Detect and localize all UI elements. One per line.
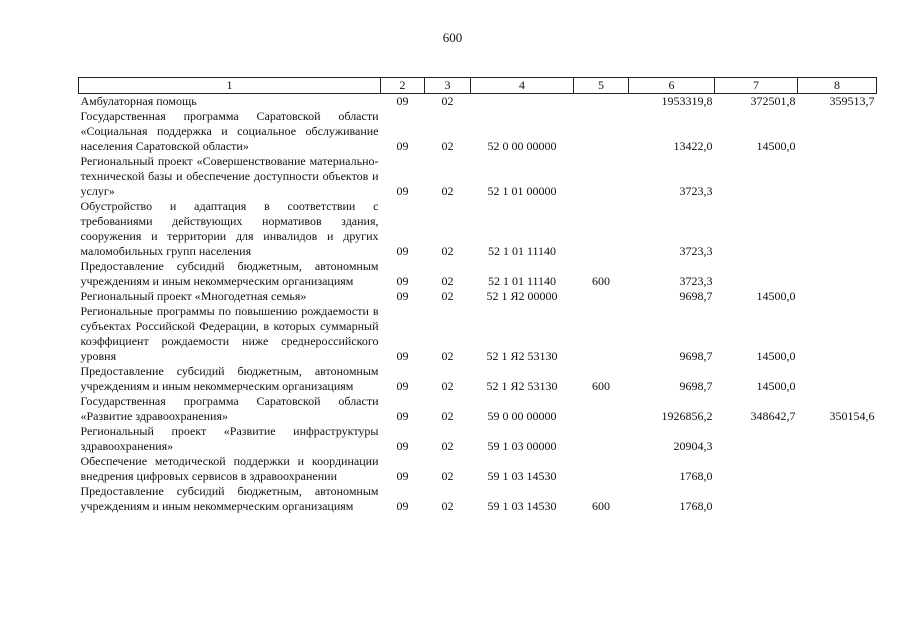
table-row (79, 289, 877, 304)
row-amount-1: 20904,3 (673, 439, 713, 453)
row-subsection: 02 (441, 349, 454, 363)
row-section: 09 (396, 139, 409, 153)
row-amount-1: 1768,0 (679, 469, 713, 483)
row-target-article: 59 1 03 14530 (487, 499, 557, 513)
row-name: Обустройство и адаптация в соответствии с требованиями действующих нормативов здания, сооружения и территории для инвалидов и других маломобильных групп населения (80, 199, 379, 258)
row-amount-3 (798, 259, 877, 289)
header-col-4: 4 (471, 78, 574, 94)
row-amount-3 (798, 304, 877, 364)
row-section: 09 (396, 94, 409, 108)
row-expense-type (574, 109, 629, 154)
table-row (79, 484, 877, 514)
row-section: 09 (396, 289, 409, 303)
row-amount-2: 372501,8 (750, 94, 796, 108)
row-subsection: 02 (441, 439, 454, 453)
row-expense-type: 600 (592, 499, 610, 513)
row-amount-1: 3723,3 (679, 244, 713, 258)
table-row (79, 154, 877, 199)
row-expense-type (574, 424, 629, 454)
row-amount-3 (798, 454, 877, 484)
header-col-6: 6 (629, 78, 715, 94)
row-section: 09 (396, 439, 409, 453)
row-expense-type (574, 289, 629, 304)
row-amount-1: 9698,7 (679, 349, 713, 363)
row-expense-type (574, 304, 629, 364)
table-row (79, 94, 877, 110)
row-amount-1: 3723,3 (679, 184, 713, 198)
budget-table (78, 77, 877, 514)
row-name: Обеспечение методической поддержки и координации внедрения цифровых сервисов в здравоохранении (80, 454, 379, 483)
row-subsection: 02 (441, 289, 454, 303)
row-amount-2 (715, 454, 798, 484)
row-target-article: 52 1 Я2 53130 (486, 349, 558, 363)
row-section: 09 (396, 499, 409, 513)
row-amount-2 (715, 259, 798, 289)
row-target-article: 59 1 03 00000 (487, 439, 557, 453)
row-expense-type (574, 94, 629, 110)
row-name: Амбулаторная помощь (80, 94, 197, 108)
row-name: Государственная программа Саратовской области «Развитие здравоохранения» (80, 394, 379, 423)
row-amount-2: 14500,0 (756, 349, 796, 363)
row-amount-2 (715, 154, 798, 199)
header-col-5: 5 (574, 78, 629, 94)
row-amount-2 (715, 484, 798, 514)
row-section: 09 (396, 274, 409, 288)
table-row (79, 424, 877, 454)
row-amount-1: 1768,0 (679, 499, 713, 513)
row-subsection: 02 (441, 409, 454, 423)
row-name: Предоставление субсидий бюджетным, автономным учреждениям и иным некоммерческим организациям (80, 484, 379, 513)
row-subsection: 02 (441, 244, 454, 258)
row-expense-type (574, 154, 629, 199)
row-section: 09 (396, 184, 409, 198)
row-name: Региональные программы по повышению рождаемости в субъектах Российской Федерации, в которых суммарный коэффициент рождаемости ниже среднероссийского уровня (80, 304, 379, 363)
row-target-article: 52 1 01 11140 (487, 274, 557, 288)
row-subsection: 02 (441, 274, 454, 288)
table-row (79, 109, 877, 154)
row-subsection: 02 (441, 139, 454, 153)
row-amount-3 (798, 154, 877, 199)
row-amount-3 (798, 424, 877, 454)
row-expense-type (574, 454, 629, 484)
row-amount-3 (798, 109, 877, 154)
row-target-article: 52 1 01 00000 (487, 184, 557, 198)
table-row (79, 454, 877, 484)
header-col-1: 1 (79, 78, 381, 94)
row-subsection: 02 (441, 499, 454, 513)
row-name: Региональный проект «Многодетная семья» (80, 289, 307, 303)
row-expense-type (574, 394, 629, 424)
row-amount-1: 13422,0 (673, 139, 713, 153)
row-amount-1: 9698,7 (679, 289, 713, 303)
row-subsection: 02 (441, 184, 454, 198)
row-amount-1: 9698,7 (679, 379, 713, 393)
row-target-article (471, 94, 574, 110)
row-name: Предоставление субсидий бюджетным, автономным учреждениям и иным некоммерческим организациям (80, 364, 379, 393)
row-target-article: 59 1 03 14530 (487, 469, 557, 483)
header-col-8: 8 (798, 78, 877, 94)
row-section: 09 (396, 409, 409, 423)
header-col-2: 2 (381, 78, 425, 94)
table-row (79, 259, 877, 289)
row-target-article: 52 1 Я2 53130 (486, 379, 558, 393)
row-target-article: 59 0 00 00000 (487, 409, 557, 423)
header-col-3: 3 (425, 78, 471, 94)
row-amount-1: 3723,3 (679, 274, 713, 288)
row-target-article: 52 0 00 00000 (487, 139, 557, 153)
table-row (79, 199, 877, 259)
row-amount-3: 350154,6 (829, 409, 875, 423)
row-name: Государственная программа Саратовской области «Социальная поддержка и социальное обслуживание населения Саратовской области» (80, 109, 379, 153)
row-amount-3 (798, 364, 877, 394)
row-name: Региональный проект «Совершенствование материально-технической базы и обеспечение доступности объектов и услуг» (80, 154, 379, 198)
row-target-article: 52 1 01 11140 (487, 244, 557, 258)
row-amount-3 (798, 289, 877, 304)
row-section: 09 (396, 244, 409, 258)
row-name: Региональный проект «Развитие инфраструктуры здравоохранения» (80, 424, 379, 453)
table-body (79, 94, 877, 515)
row-subsection: 02 (441, 469, 454, 483)
row-amount-3 (798, 484, 877, 514)
row-section: 09 (396, 469, 409, 483)
row-expense-type: 600 (592, 379, 610, 393)
row-amount-2 (715, 199, 798, 259)
row-target-article: 52 1 Я2 00000 (486, 289, 558, 303)
row-amount-3 (798, 199, 877, 259)
row-expense-type: 600 (592, 274, 610, 288)
row-name: Предоставление субсидий бюджетным, автономным учреждениям и иным некоммерческим организациям (80, 259, 379, 288)
page-number: 600 (442, 30, 463, 45)
header-col-7: 7 (715, 78, 798, 94)
row-amount-2 (715, 424, 798, 454)
row-section: 09 (396, 379, 409, 393)
row-subsection: 02 (441, 94, 454, 108)
row-amount-3: 359513,7 (829, 94, 875, 108)
table-row (79, 364, 877, 394)
row-amount-2: 14500,0 (756, 289, 796, 303)
row-amount-2: 348642,7 (750, 409, 796, 423)
row-amount-1: 1926856,2 (661, 409, 713, 423)
row-expense-type (574, 199, 629, 259)
table-row (79, 304, 877, 364)
row-amount-2: 14500,0 (756, 139, 796, 153)
table-row (79, 394, 877, 424)
row-amount-2: 14500,0 (756, 379, 796, 393)
row-subsection: 02 (441, 379, 454, 393)
row-section: 09 (396, 349, 409, 363)
row-amount-1: 1953319,8 (661, 94, 713, 108)
table-header (79, 78, 877, 94)
